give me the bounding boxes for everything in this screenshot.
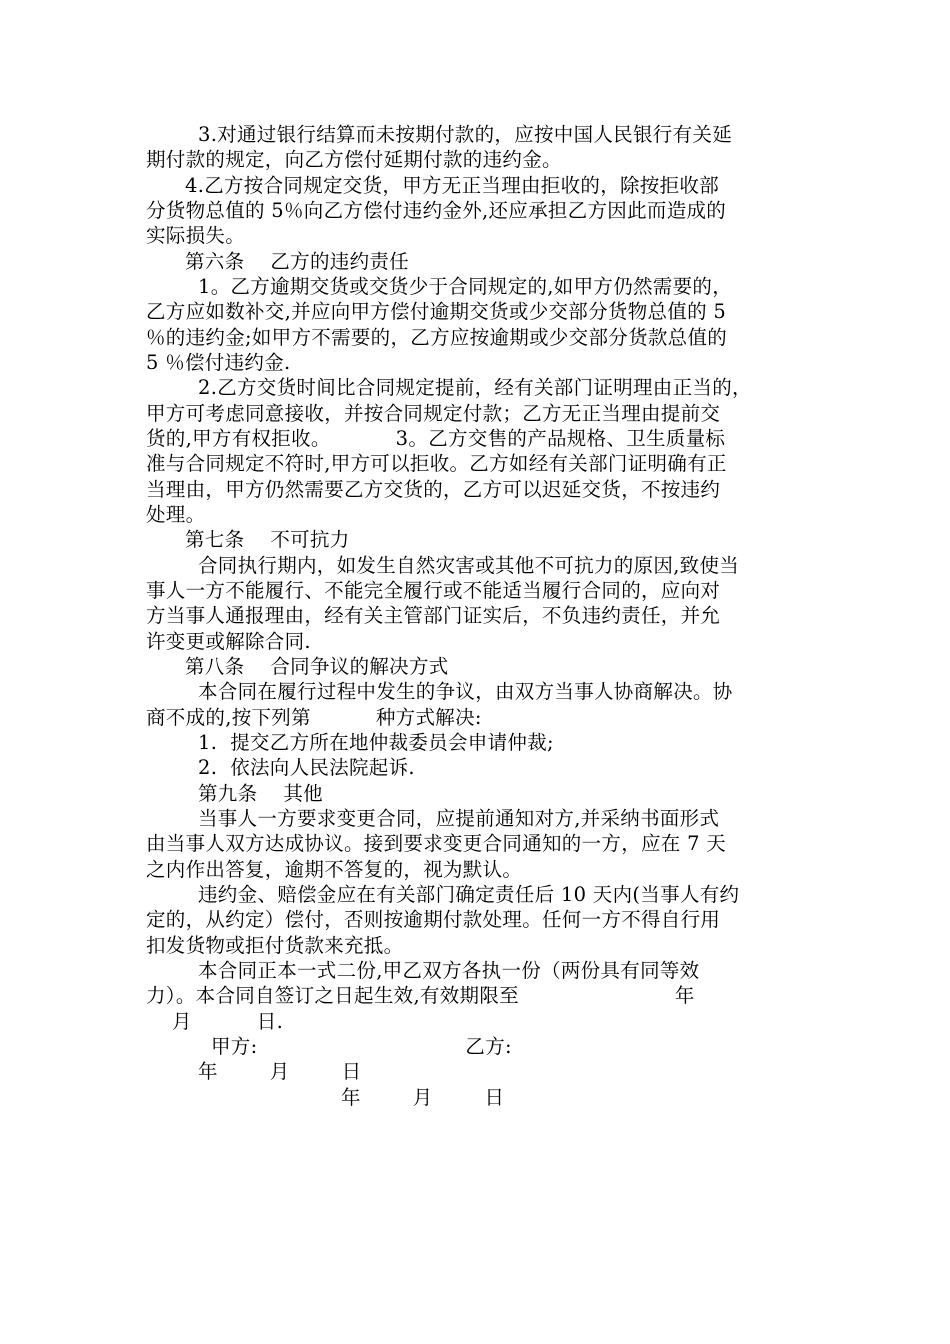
- text-line: 事人一方不能履行、不能完全履行或不能适当履行合同的，应向对: [146, 579, 721, 602]
- text-line: 由当事人双方达成协议。接到要求变更合同通知的一方，应在 7 天: [146, 832, 727, 855]
- text-line: 处理。: [146, 503, 206, 526]
- text-line: 3.对通过银行结算而未按期付款的，应按中国人民银行有关延: [146, 123, 732, 146]
- text-line: 月 日.: [146, 1010, 284, 1033]
- text-line: 力）。本合同自签订之日起生效,有效期限至 年: [146, 984, 695, 1007]
- text-line: 货的,甲方有权拒收。 3。乙方交售的产品规格、卫生质量标: [146, 427, 726, 450]
- text-line: 当理由，甲方仍然需要乙方交货的，乙方可以迟延交货，不按违约: [146, 478, 721, 501]
- text-line: 合同执行期内，如发生自然灾害或其他不可抗力的原因,致使当: [146, 554, 740, 577]
- text-line: 违约金、赔偿金应在有关部门确定责任后 10 天内(当事人有约: [146, 883, 740, 906]
- text-line: 商不成的,按下列第 种方式解决:: [146, 706, 482, 729]
- text-line: 4.乙方按合同规定交货，甲方无正当理由拒收的，除按拒收部: [146, 174, 719, 197]
- list-item: 2. 依法向人民法院起诉.: [146, 756, 415, 779]
- signature-parties: 甲方: 乙方:: [146, 1035, 512, 1058]
- text-line: 2.乙方交货时间比合同规定提前，经有关部门证明理由正当的，: [146, 376, 752, 399]
- text-line: 当事人一方要求变更合同，应提前通知对方,并采纳书面形式: [146, 807, 720, 830]
- text-line: 定的，从约定）偿付，否则按逾期付款处理。任何一方不得自行用: [146, 908, 721, 931]
- text-line: 之内作出答复，逾期不答复的，视为默认。: [146, 858, 523, 881]
- text-line: 甲方可考虑同意接收，并按合同规定付款；乙方无正当理由提前交: [146, 402, 721, 425]
- section-heading: 第九条 其他: [146, 782, 323, 805]
- text-line: 5 ％偿付违约金.: [146, 351, 291, 374]
- text-line: 期付款的规定，向乙方偿付延期付款的违约金。: [146, 148, 562, 171]
- text-line: 分货物总值的 5％向乙方偿付违约金外,还应承担乙方因此而造成的: [146, 199, 727, 222]
- text-line: 方当事人通报理由，经有关主管部门证实后，不负违约责任，并允: [146, 604, 721, 627]
- text-line: 1。乙方逾期交货或交货少于合同规定的,如甲方仍然需要的，: [146, 275, 732, 298]
- text-line: 本合同正本一式二份,甲乙双方各执一份（两份具有同等效: [146, 959, 700, 982]
- section-heading: 第六条 乙方的违约责任: [146, 250, 409, 273]
- text-line: 乙方应如数补交,并应向甲方偿付逾期交货或少交部分货物总值的 5: [146, 300, 727, 323]
- section-heading: 第八条 合同争议的解决方式: [146, 655, 449, 678]
- text-line: 准与合同规定不符时,甲方可以拒收。乙方如经有关部门证明确有正: [146, 452, 727, 475]
- list-item: 1. 提交乙方所在地仲裁委员会申请仲裁;: [146, 731, 554, 754]
- text-line: 本合同在履行过程中发生的争议，由双方当事人协商解决。协: [146, 680, 733, 703]
- text-line: 实际损失。: [146, 224, 246, 247]
- signature-date: 年 月 日: [146, 1060, 362, 1083]
- text-line: 许变更或解除合同.: [146, 630, 311, 653]
- text-line: 扣发货物或拒付货款来充抵。: [146, 934, 404, 957]
- signature-date: 年 月 日: [146, 1086, 505, 1109]
- text-line: ％的违约金;如甲方不需要的，乙方应按逾期或少交部分货款总值的: [146, 326, 728, 349]
- section-heading: 第七条 不可抗力: [146, 528, 350, 551]
